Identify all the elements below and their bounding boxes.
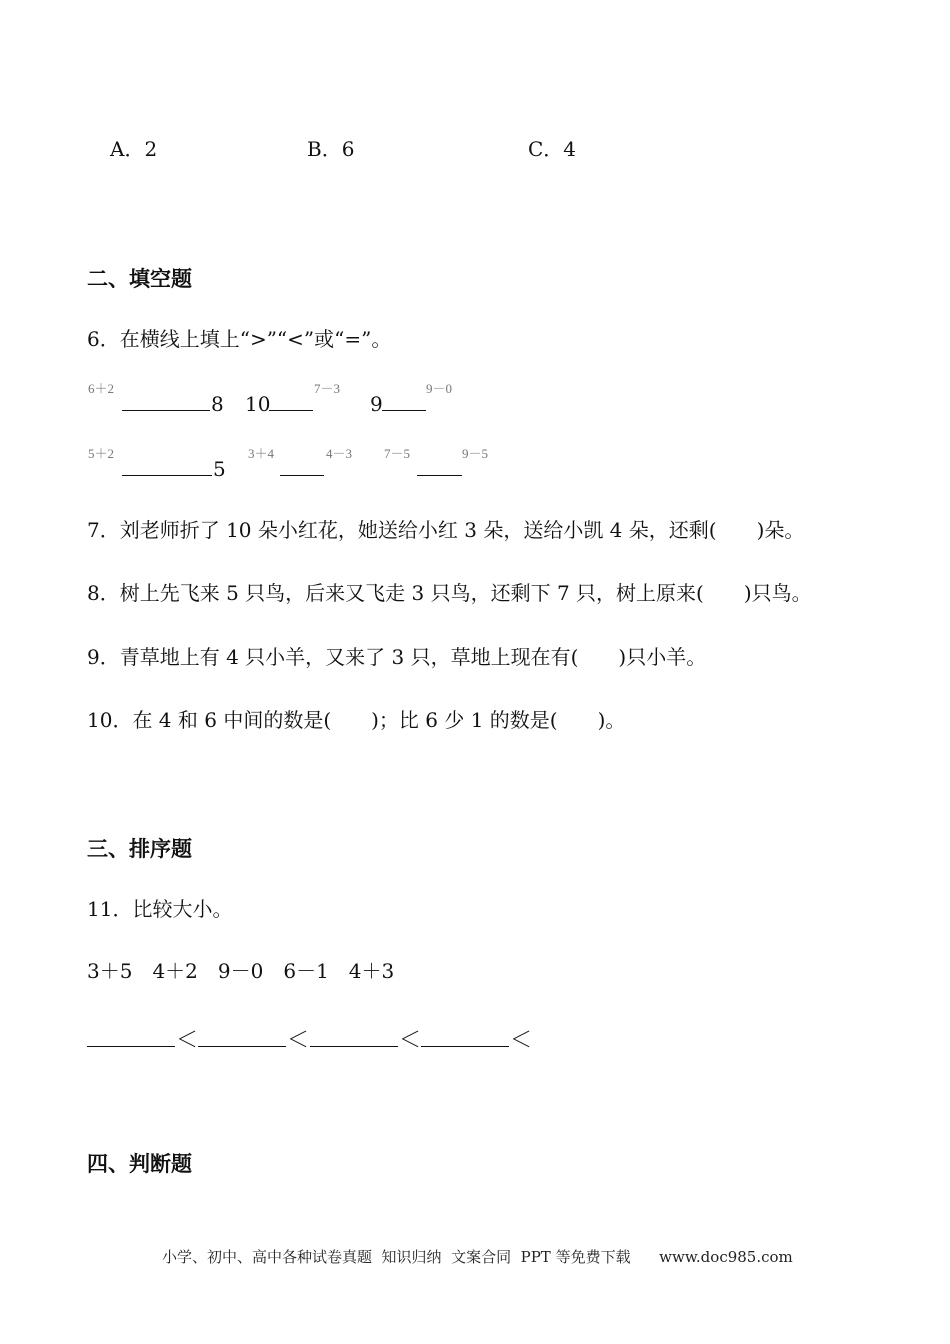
- question-11: 11．比较大小。: [87, 897, 233, 921]
- q6-r2-expr-b: 3＋4: [248, 446, 275, 461]
- q6-r1-blank-c[interactable]: [382, 410, 426, 411]
- q6-r2-right-a: 5: [213, 457, 226, 481]
- q11-less-than-2: ＜: [287, 1028, 310, 1053]
- q11-less-than-4: ＜: [510, 1028, 533, 1053]
- q11-expressions: 3＋5 4＋2 9－0 6－1 4＋3: [87, 959, 395, 983]
- q6-r1-expr-b: 7－3: [314, 381, 341, 396]
- q6-r1-left-b: 10: [245, 392, 271, 416]
- section-title-judgement: 四、判断题: [87, 1152, 192, 1176]
- question-8: 8．树上先飞来 5 只鸟，后来又飞走 3 只鸟，还剩下 7 只，树上原来( )只鸟。: [87, 581, 812, 605]
- q6-r2-right-expr-b: 4－3: [326, 446, 353, 461]
- q6-r2-expr-c: 7－5: [384, 446, 411, 461]
- question-7: 7．刘老师折了 10 朵小红花，她送给小红 3 朵，送给小凯 4 朵，还剩( )朵。: [87, 518, 805, 542]
- q6-r1-right-a: 8: [211, 392, 224, 416]
- q6-r1-blank-b[interactable]: [269, 410, 313, 411]
- question-9: 9．青草地上有 4 只小羊，又来了 3 只，草地上现在有( )只小羊。: [87, 645, 707, 669]
- section-title-fill-in: 二、填空题: [87, 267, 192, 291]
- question-10: 10．在 4 和 6 中间的数是( )；比 6 少 1 的数是( )。: [87, 708, 626, 732]
- option-c: C．4: [528, 137, 577, 161]
- q11-blank-4[interactable]: [421, 1046, 509, 1047]
- q6-r2-blank-b[interactable]: [280, 475, 324, 476]
- page-footer: 小学、初中、高中各种试卷真题 知识归纳 文案合同 PPT 等免费下载 www.doc985.com: [162, 1248, 793, 1266]
- q6-r1-expr-a: 6＋2: [88, 381, 115, 396]
- q6-r1-expr-c: 9－0: [426, 381, 453, 396]
- q6-r1-left-c: 9: [370, 392, 383, 416]
- q6-r2-expr-a: 5＋2: [88, 446, 115, 461]
- option-a: A．2: [110, 137, 158, 161]
- q11-blank-2[interactable]: [198, 1046, 286, 1047]
- q11-blank-3[interactable]: [310, 1046, 398, 1047]
- q11-less-than-3: ＜: [399, 1028, 422, 1053]
- q11-less-than-1: ＜: [176, 1028, 199, 1053]
- q6-r1-blank-a[interactable]: [122, 410, 210, 411]
- q6-r2-blank-c[interactable]: [417, 475, 462, 476]
- q11-blank-1[interactable]: [87, 1046, 175, 1047]
- section-title-ordering: 三、排序题: [87, 837, 192, 861]
- option-b: B．6: [307, 137, 355, 161]
- question-6: 6．在横线上填上“>”“<”或“=”。: [87, 327, 392, 351]
- q6-r2-blank-a[interactable]: [122, 475, 212, 476]
- q6-r2-right-expr-c: 9－5: [462, 446, 489, 461]
